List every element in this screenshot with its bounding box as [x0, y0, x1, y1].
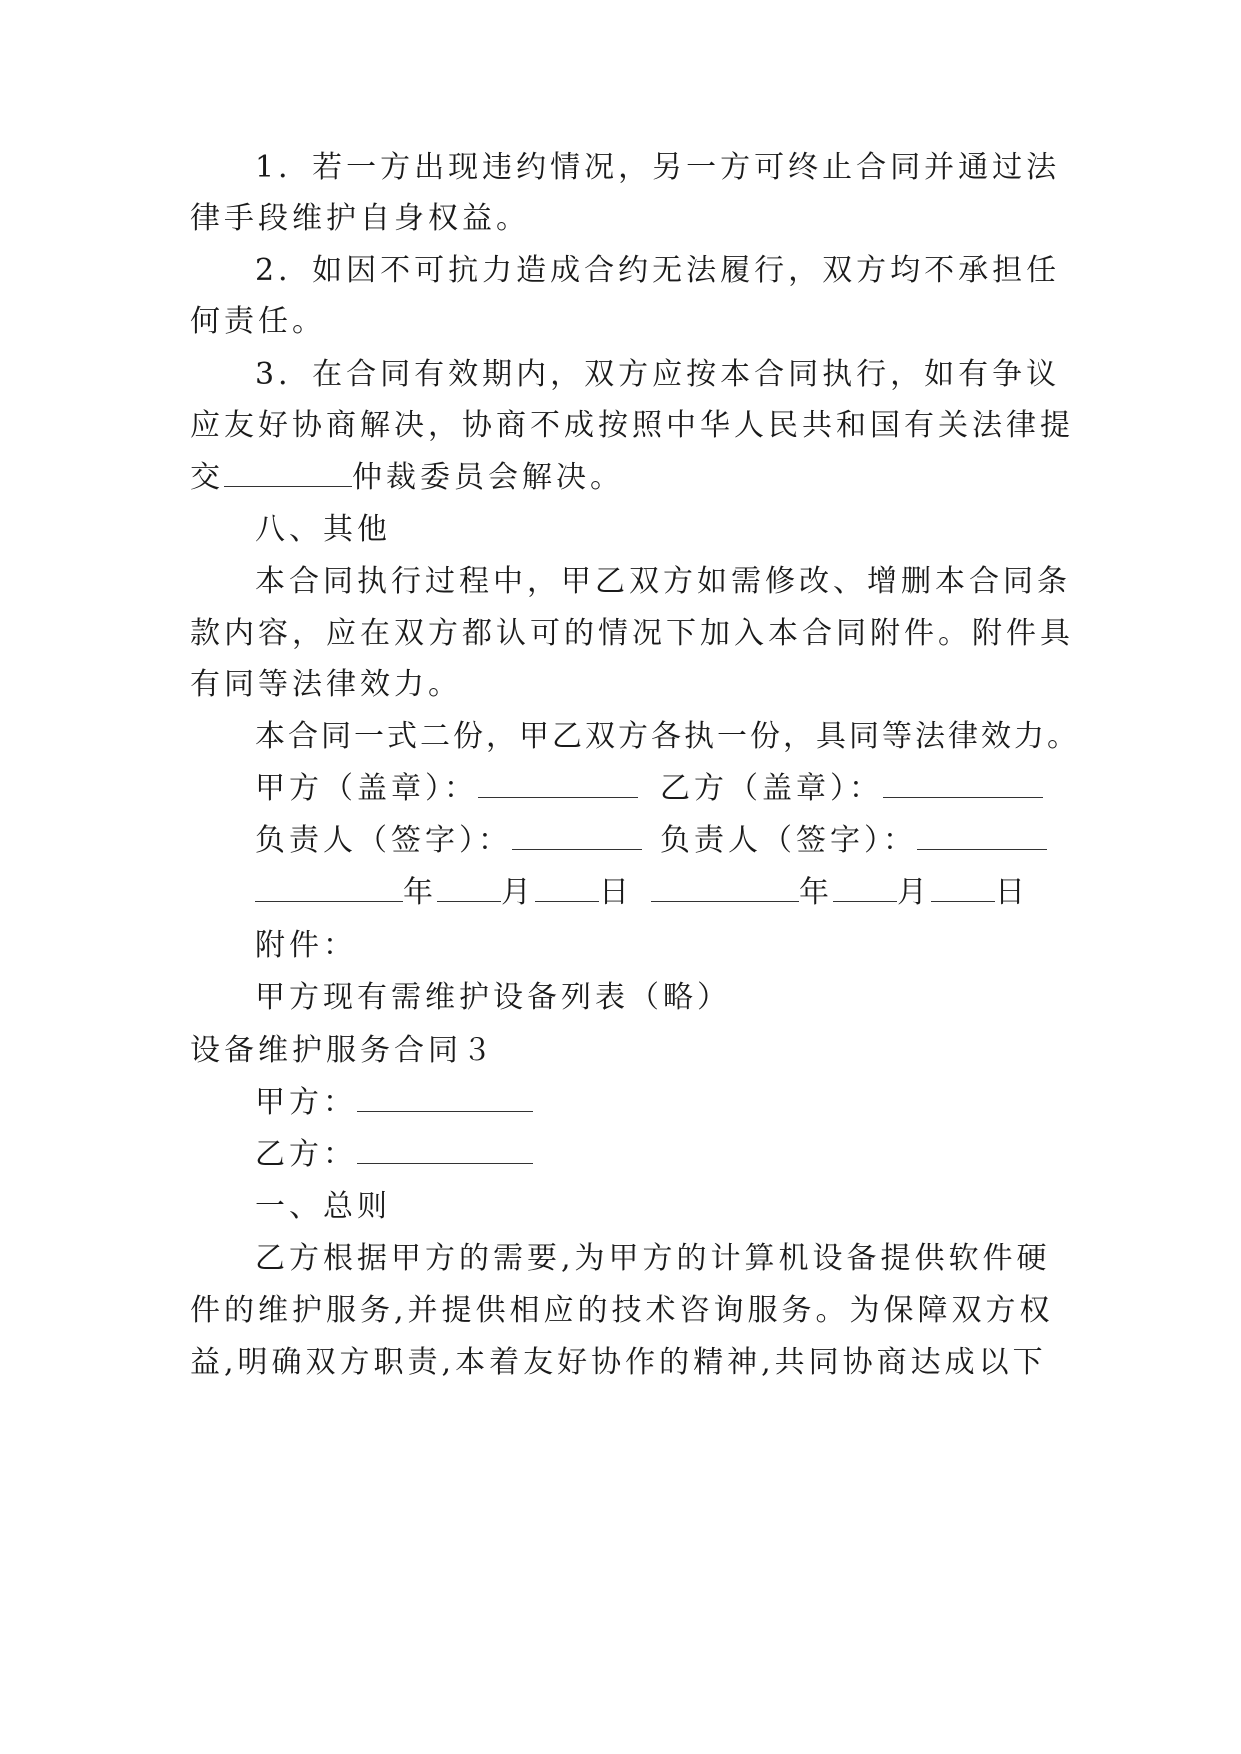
- party-a-row: [255, 1083, 533, 1123]
- clause-2-line-1: 2．如因不可抗力造成合约无法履行，双方均不承担任: [255, 253, 1061, 288]
- party-a-year-label: 年: [403, 875, 437, 910]
- party-b-date-row: [651, 873, 1029, 913]
- party-a-responsible-row: [255, 821, 642, 861]
- other-para-line-3: 有同等法律效力。: [190, 667, 462, 702]
- party-b-month-blank: [833, 873, 897, 902]
- other-para-line-1: 本合同执行过程中，甲乙双方如需修改、增删本合同条: [255, 564, 1071, 599]
- party-a-seal-label: 甲方（盖章）：: [255, 771, 478, 806]
- party-a-name-blank: [357, 1083, 533, 1112]
- party-a-day-blank: [535, 873, 599, 902]
- party-b-signature-blank: [917, 821, 1047, 850]
- copies-statement: 本合同一式二份，甲乙双方各执一份，具同等法律效力。: [255, 719, 1080, 754]
- party-b-day-blank: [931, 873, 995, 902]
- party-b-responsible-row: [660, 821, 1047, 861]
- arbitration-blank: [224, 458, 352, 487]
- party-b-year-blank: [651, 873, 799, 902]
- general-para-line-3: 益,明确双方职责,本着友好协作的精神,共同协商达成以下: [190, 1345, 1047, 1380]
- clause-1-line-1: 1．若一方出现违约情况，另一方可终止合同并通过法: [255, 150, 1061, 185]
- party-a-date-row: [255, 873, 633, 913]
- clause-2-line-2: 何责任。: [190, 304, 326, 339]
- party-b-month-label: 月: [897, 875, 931, 910]
- clause-3-submit-text: 交: [190, 460, 224, 495]
- party-b-name-blank: [357, 1135, 533, 1164]
- party-a-seal-row: [255, 769, 638, 809]
- party-a-signature-blank: [512, 821, 642, 850]
- contract-3-title: 设备维护服务合同３: [190, 1033, 496, 1068]
- general-para-line-2: 件的维护服务,并提供相应的技术咨询服务。为保障双方权: [190, 1293, 1054, 1328]
- party-a-label: 甲方：: [255, 1085, 357, 1120]
- party-b-day-label: 日: [995, 875, 1029, 910]
- party-b-seal-label: 乙方（盖章）：: [660, 771, 883, 806]
- party-b-seal-blank: [883, 769, 1043, 798]
- clause-1-line-2: 律手段维护自身权益。: [190, 201, 530, 236]
- party-b-seal-row: [660, 769, 1043, 809]
- clause-3-arbitration-text: 仲裁委员会解决。: [352, 460, 624, 495]
- clause-3-line-2: 应友好协商解决，协商不成按照中华人民共和国有关法律提: [190, 408, 1074, 443]
- section-8-heading: 八、其他: [255, 512, 391, 547]
- party-a-month-blank: [437, 873, 501, 902]
- party-b-year-label: 年: [799, 875, 833, 910]
- section-1-heading: 一、总则: [255, 1189, 391, 1224]
- party-b-responsible-label: 负责人（签字）：: [660, 823, 917, 858]
- attachment-item: 甲方现有需维护设备列表（略）: [255, 980, 731, 1015]
- party-b-label: 乙方：: [255, 1137, 357, 1172]
- other-para-line-2: 款内容，应在双方都认可的情况下加入本合同附件。附件具: [190, 616, 1074, 651]
- party-b-row: [255, 1135, 533, 1175]
- party-a-responsible-label: 负责人（签字）：: [255, 823, 512, 858]
- general-para-line-1: 乙方根据甲方的需要,为甲方的计算机设备提供软件硬: [255, 1241, 1051, 1276]
- clause-3-line-3: [190, 458, 624, 498]
- clause-3-line-1: 3．在合同有效期内，双方应按本合同执行，如有争议: [255, 357, 1061, 392]
- attachment-label: 附件：: [255, 928, 357, 963]
- party-a-seal-blank: [478, 769, 638, 798]
- party-a-year-blank: [255, 873, 403, 902]
- party-a-month-label: 月: [501, 875, 535, 910]
- party-a-day-label: 日: [599, 875, 633, 910]
